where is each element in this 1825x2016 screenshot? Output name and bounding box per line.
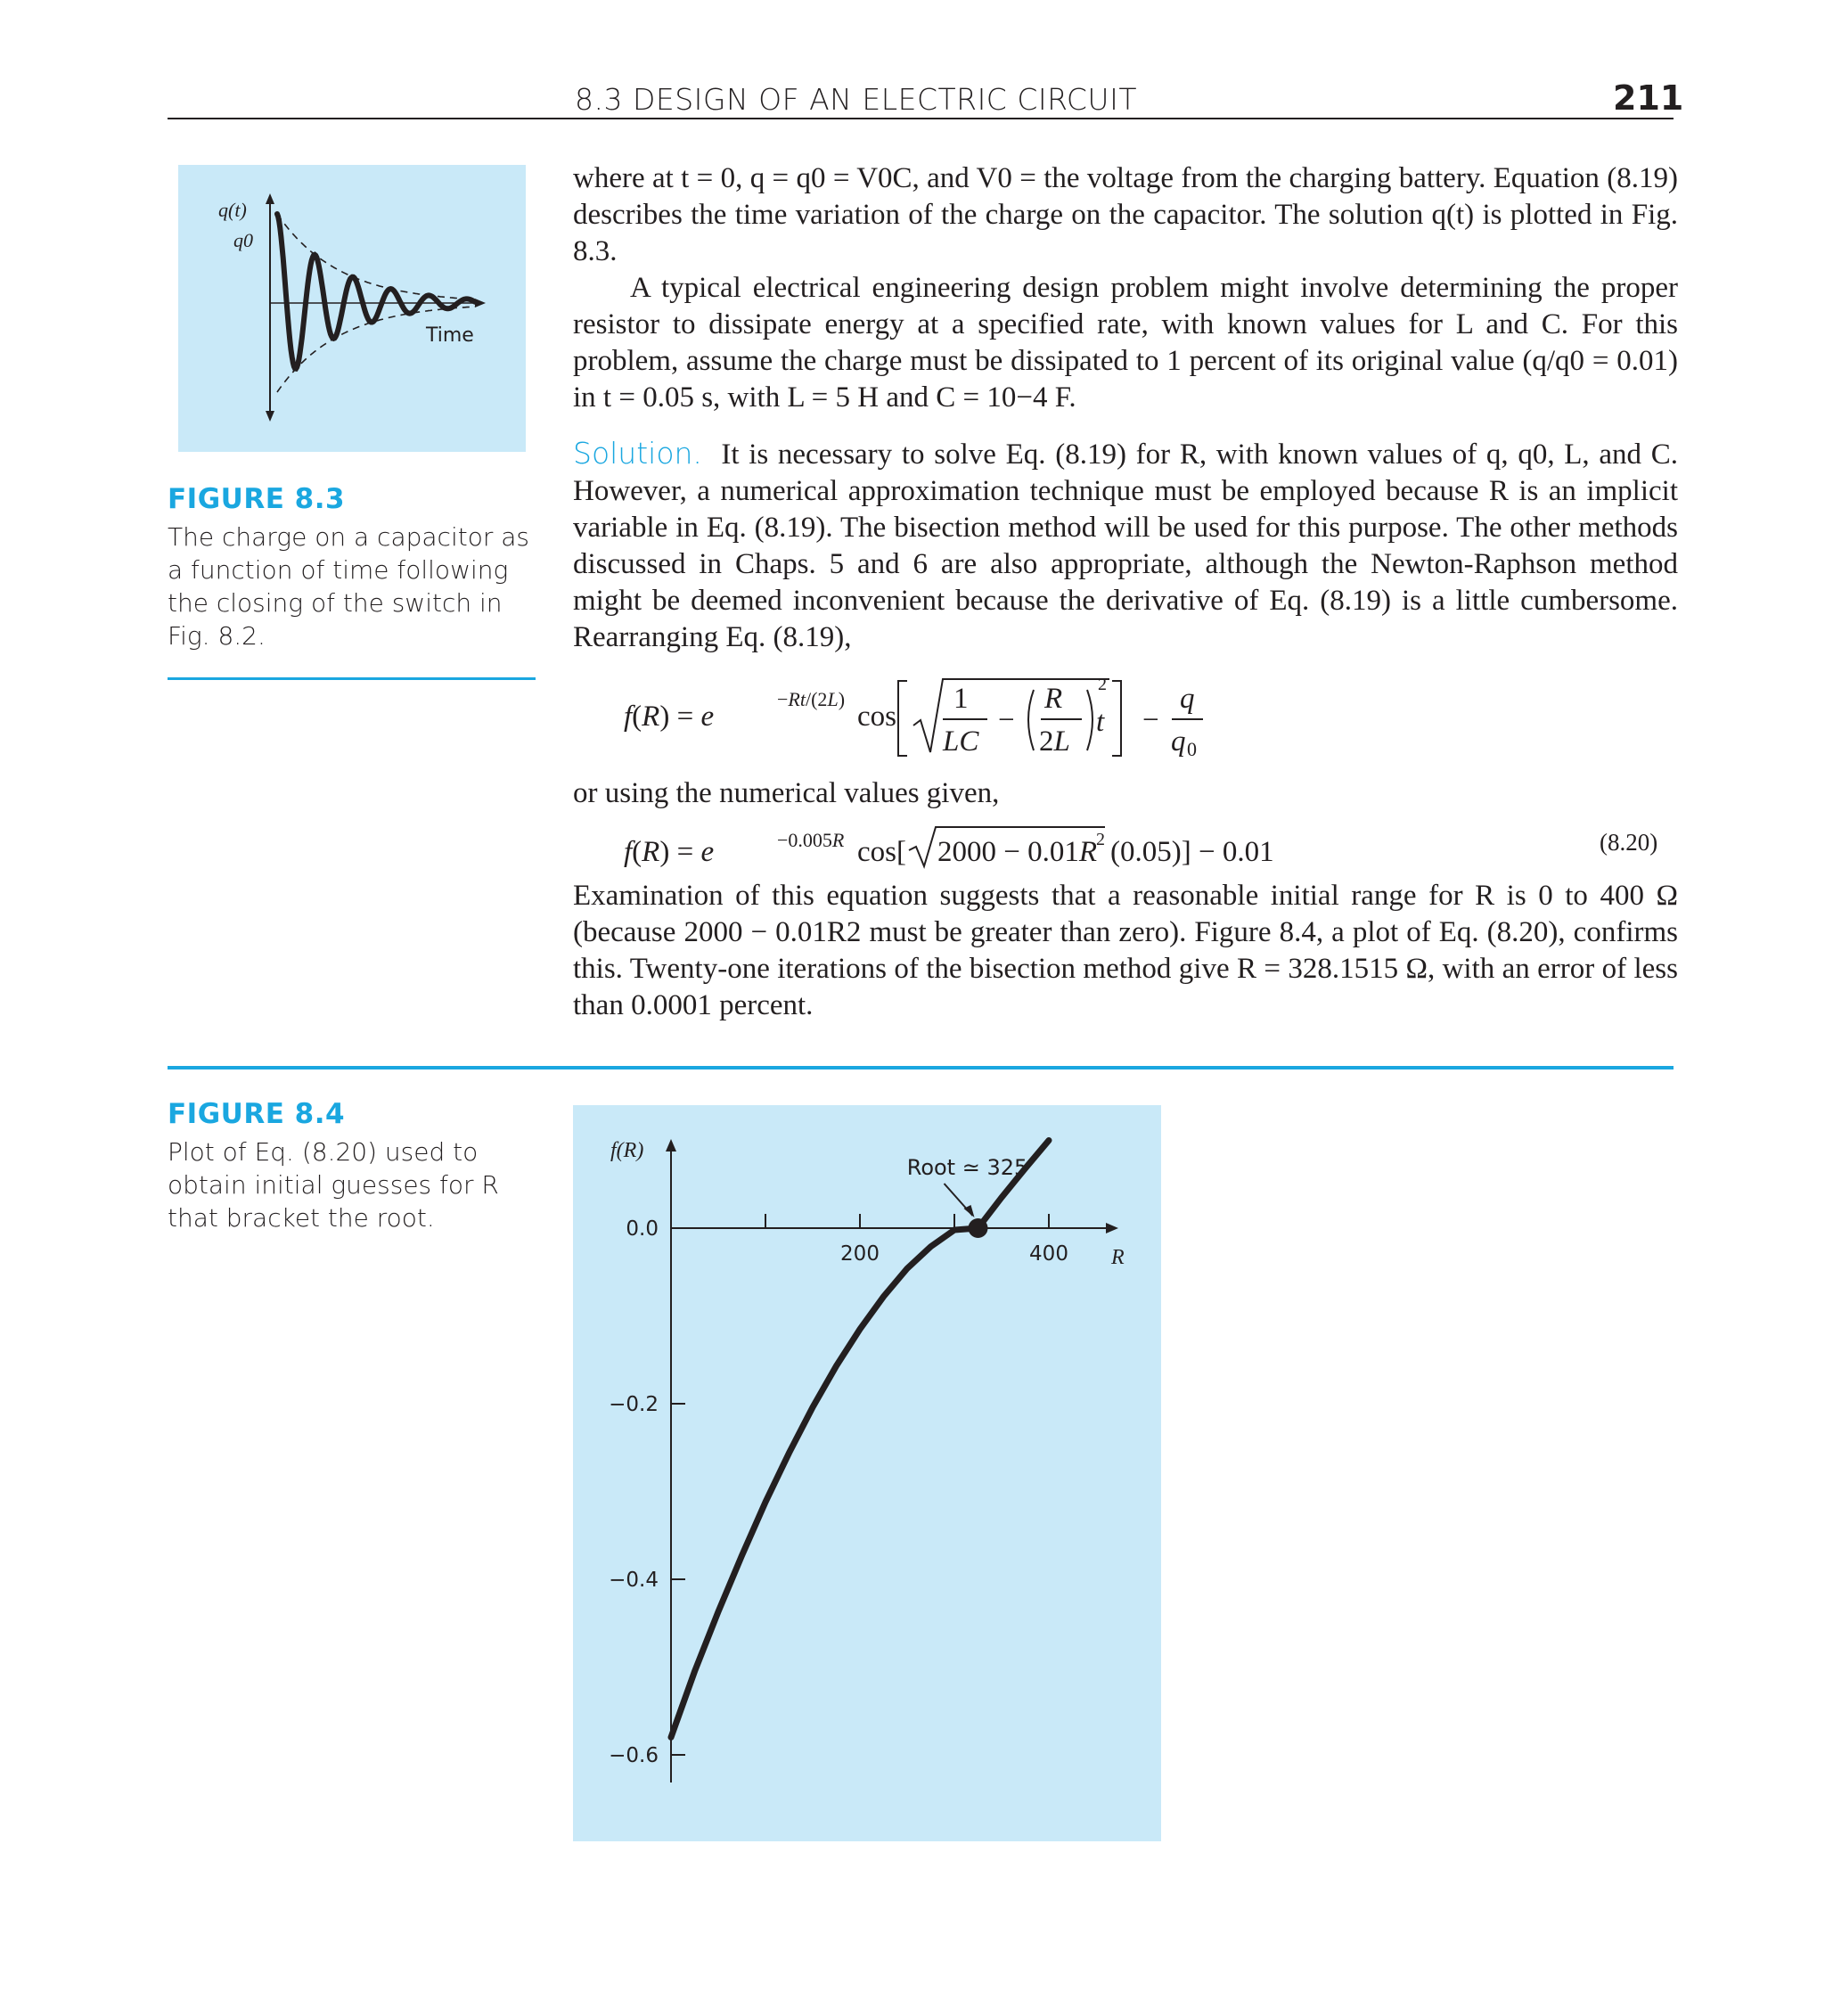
figure-8-4-caption: Plot of Eq. (8.20) used to obtain initial guesses for R that bracket the root.: [168, 1137, 499, 1233]
svg-text:q: q: [1180, 683, 1195, 715]
running-head-title: 8.3 DESIGN OF AN ELECTRIC CIRCUIT: [575, 82, 1137, 117]
fig84-x-arrow: [1106, 1223, 1118, 1233]
paragraph-3-text: It is necessary to solve Eq. (8.19) for R, with known values of q, q0, L, and C. However, a numerical approximation technique must be employed because R is an implicit variable in Eq. (8.19). The bisection method will be used for this purpose. The other methods discussed in Chaps. 5 and 6 are also appropriate, although the Newton-Raphson method might be deemed inconvenient because the derivative of Eq. (8.19) is a little cumbersome. Rearranging Eq. (8.19),: [573, 438, 1678, 653]
fig84-y-arrow: [666, 1139, 676, 1151]
figure-8-3-rule: [168, 677, 536, 680]
paragraph-5: [573, 878, 1678, 1024]
fig84-x-tick-label: 400: [1029, 1242, 1068, 1266]
fig84-y-tick-label: −0.6: [609, 1744, 659, 1767]
paragraph-1-text: where at t = 0, q = q0 = V0C, and V0 = the voltage from the charging battery. Equation (8.19) describes the time variation of the charge on the capacitor. The solution q(t) is plotted in Fig. 8.3.: [573, 162, 1678, 267]
svg-text:1: 1: [953, 683, 969, 715]
solution-label: Solution.: [573, 436, 702, 471]
header-rule: [168, 118, 1674, 119]
fig84-root-point: [969, 1218, 988, 1238]
fig83-y-arrow-up: [266, 193, 274, 204]
svg-text:2L: 2L: [1039, 725, 1070, 758]
svg-text:2: 2: [1098, 675, 1107, 694]
fig84-root-annotation: Root ≃ 325: [906, 1155, 1028, 1180]
paragraph-5-text: Examination of this equation suggests that a reasonable initial range for R is 0 to 400 Ω (because 2000 − 0.01R2 must be greater than zero). Figure 8.4, a plot of Eq. (8.20), confirms this. Twenty-one iterations of the bisection method give R = 328.1515 Ω, with an error of less than 0.0001 percent.: [573, 880, 1678, 1021]
figure-8-3-caption: The charge on a capacitor as a function of time following the closing of the switch in Fig. 8.2.: [168, 522, 529, 651]
figure-8-4-chart: [573, 1105, 1161, 1841]
svg-text:0: 0: [1187, 738, 1197, 760]
svg-text:−: −: [998, 704, 1015, 736]
svg-text:f(R) = e: f(R) = e: [624, 836, 715, 868]
figure-8-4-label: FIGURE 8.4: [168, 1098, 346, 1130]
equation-fR-general-render: [624, 670, 1248, 768]
svg-text:LC: LC: [943, 725, 979, 758]
fig84-y-tick-label: −0.4: [609, 1569, 659, 1592]
fig84-x-label: R: [1111, 1246, 1125, 1269]
fig84-y-label: f(R): [610, 1139, 644, 1162]
equation-fR-general: [624, 670, 1248, 768]
fig84-y-tick-label: −0.2: [609, 1393, 659, 1416]
svg-text:R: R: [1044, 683, 1063, 715]
paragraph-1: [573, 160, 1678, 416]
svg-text:2000 − 0.01R: 2000 − 0.01R: [937, 836, 1098, 868]
fig83-x-label: Time: [426, 324, 474, 347]
equation-number: (8.20): [1600, 829, 1658, 856]
paragraph-solution: [573, 435, 1678, 656]
equation-8-20-render: [624, 820, 1337, 873]
figure-8-3-label: FIGURE 8.3: [168, 483, 346, 515]
page-number: 211: [1613, 78, 1684, 118]
svg-text:cos: cos: [857, 701, 896, 733]
svg-text:−0.005R: −0.005R: [777, 829, 845, 851]
figure-8-3-plot: [178, 165, 526, 452]
svg-text:−Rt/(2L): −Rt/(2L): [777, 688, 846, 710]
svg-text:t: t: [1096, 706, 1105, 738]
svg-text:q: q: [1171, 725, 1186, 758]
figure-8-3-caption-block: [168, 483, 542, 652]
figure-8-3-panel: [178, 165, 526, 452]
equation-8-20: [624, 820, 1337, 873]
fig84-y-tick-label: 0.0: [626, 1217, 659, 1241]
svg-text:cos[: cos[: [857, 836, 906, 868]
svg-text:−: −: [1142, 704, 1159, 736]
section-rule: [168, 1066, 1674, 1069]
paragraph-4: [573, 775, 1678, 812]
fig83-y-arrow-down: [266, 411, 274, 422]
fig84-series-line: [671, 1141, 1049, 1738]
svg-text:2: 2: [1096, 830, 1105, 849]
paragraph-2-text: A typical electrical engineering design problem might involve determining the proper resistor to dissipate energy at a specified rate, with known values for L and C. For this problem, assume the charge must be dissipated to 1 percent of its original value (q/q0 = 0.01) in t = 0.05 s, with L = 5 H and C = 10−4 F.: [573, 272, 1678, 414]
fig83-y-label: q(t): [218, 199, 247, 221]
figure-8-4-caption-block: [168, 1098, 524, 1234]
svg-text:f(R) = e: f(R) = e: [624, 701, 715, 733]
figure-8-4-panel: [573, 1105, 1161, 1841]
svg-text:(0.05)] − 0.01: (0.05)] − 0.01: [1110, 836, 1274, 868]
fig83-q0-label: q0: [233, 229, 253, 251]
paragraph-4-text: or using the numerical values given,: [573, 777, 1000, 809]
fig84-x-tick-label: 200: [840, 1242, 880, 1266]
